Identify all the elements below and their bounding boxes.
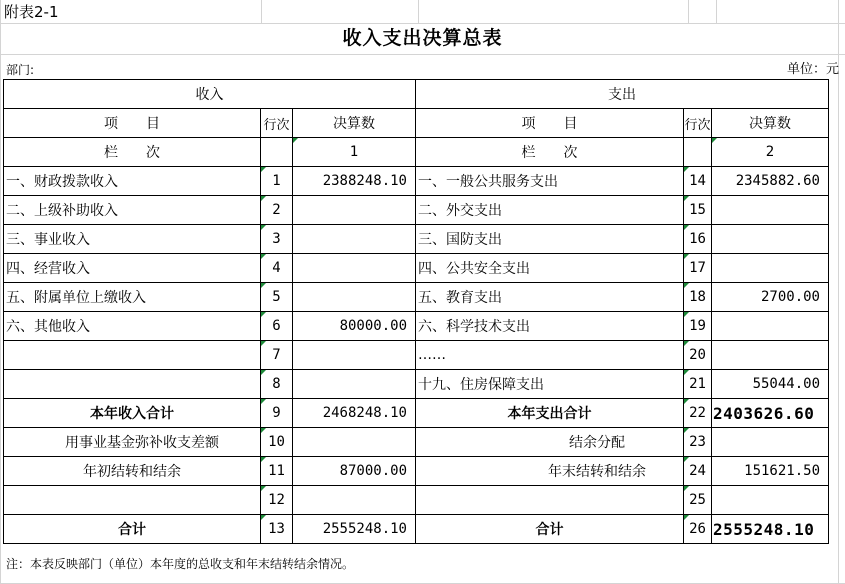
table-row: [4, 486, 829, 515]
expense-rowno-cell: 16: [684, 225, 712, 254]
expense-amount-cell: [712, 486, 829, 515]
expense-item-cell: 五、教育支出: [416, 283, 684, 312]
expense-amount-cell: 2345882.60: [712, 167, 829, 196]
gridline: [261, 0, 262, 24]
income-rowno-header: 行次: [261, 109, 293, 138]
income-column-number: 1: [293, 138, 416, 167]
income-rowno-cell: 6: [261, 312, 293, 341]
income-rowno-cell: 8: [261, 370, 293, 399]
income-item-cell: 二、上级补助收入: [4, 196, 261, 225]
table-row: [4, 428, 829, 457]
income-amount-cell: [293, 225, 416, 254]
table-row: [4, 312, 829, 341]
income-item-cell: 本年收入合计: [4, 399, 261, 428]
income-amount-cell: [293, 254, 416, 283]
gridline: [716, 0, 717, 24]
expense-item-cell: 三、国防支出: [416, 225, 684, 254]
table-row: [4, 254, 829, 283]
expense-amount-header: 决算数: [712, 109, 829, 138]
income-rowno-cell: 3: [261, 225, 293, 254]
expense-amount-cell: [712, 225, 829, 254]
expense-amount-cell: [712, 196, 829, 225]
income-amount-cell: [293, 370, 416, 399]
income-amount-cell: 2388248.10: [293, 167, 416, 196]
income-rowno-cell: 5: [261, 283, 293, 312]
income-amount-cell: [293, 486, 416, 515]
expense-item-cell: 二、外交支出: [416, 196, 684, 225]
income-rowno-cell: 7: [261, 341, 293, 370]
table-row: [4, 341, 829, 370]
gridline: [688, 0, 689, 24]
page-title: 收入支出决算总表: [342, 27, 503, 49]
income-rowno-cell: 10: [261, 428, 293, 457]
expense-column-label: 栏 次: [416, 138, 684, 167]
income-amount-cell: [293, 428, 416, 457]
table-body: [4, 167, 829, 544]
income-column-label: 栏 次: [4, 138, 261, 167]
expense-item-cell: [416, 486, 684, 515]
income-rowno-cell: 1: [261, 167, 293, 196]
income-item-header: 项 目: [4, 109, 261, 138]
expense-header: 支出: [416, 80, 829, 109]
column-header-row: [4, 109, 829, 138]
table-row: [4, 457, 829, 486]
income-rowno-cell: 4: [261, 254, 293, 283]
gridline: [0, 0, 1, 584]
income-item-cell: 合计: [4, 515, 261, 544]
unit-label: 单位：元: [786, 62, 839, 77]
expense-rowno-cell: 14: [684, 167, 712, 196]
expense-item-header: 项 目: [416, 109, 684, 138]
expense-item-cell: 六、科学技术支出: [416, 312, 684, 341]
expense-rowno-cell: 22: [684, 399, 712, 428]
gridline: [0, 23, 845, 24]
expense-rowno-cell: 21: [684, 370, 712, 399]
income-header: 收入: [4, 80, 416, 109]
expense-amount-cell: 151621.50: [712, 457, 829, 486]
income-amount-cell: 80000.00: [293, 312, 416, 341]
expense-amount-cell: 2555248.10: [712, 515, 829, 544]
table-row: [4, 399, 829, 428]
expense-rowno-empty: [684, 138, 712, 167]
table-row: [4, 167, 829, 196]
table-row: [4, 515, 829, 544]
expense-rowno-cell: 25: [684, 486, 712, 515]
column-number-row: [4, 138, 829, 167]
footnote: 注：本表反映部门（单位）本年度的总收支和年末结转结余情况。: [6, 557, 355, 571]
expense-rowno-cell: 19: [684, 312, 712, 341]
income-item-cell: [4, 370, 261, 399]
expense-rowno-cell: 26: [684, 515, 712, 544]
expense-item-cell: 一、一般公共服务支出: [416, 167, 684, 196]
expense-item-cell: 十九、住房保障支出: [416, 370, 684, 399]
income-amount-cell: 2468248.10: [293, 399, 416, 428]
expense-amount-cell: [712, 428, 829, 457]
table-row: [4, 196, 829, 225]
income-item-cell: 一、财政拨款收入: [4, 167, 261, 196]
expense-amount-cell: [712, 341, 829, 370]
income-amount-cell: [293, 341, 416, 370]
income-rowno-cell: 2: [261, 196, 293, 225]
table-row: [4, 370, 829, 399]
expense-amount-cell: 2403626.60: [712, 399, 829, 428]
income-amount-cell: [293, 283, 416, 312]
expense-rowno-cell: 20: [684, 341, 712, 370]
department-label: 部门:: [6, 63, 35, 77]
expense-rowno-cell: 18: [684, 283, 712, 312]
income-rowno-cell: 13: [261, 515, 293, 544]
expense-rowno-cell: 17: [684, 254, 712, 283]
expense-item-cell: 本年支出合计: [416, 399, 684, 428]
gridline: [0, 54, 845, 55]
expense-item-cell: 四、公共安全支出: [416, 254, 684, 283]
income-amount-header: 决算数: [293, 109, 416, 138]
expense-amount-cell: [712, 312, 829, 341]
income-amount-cell: 87000.00: [293, 457, 416, 486]
income-item-cell: 五、附属单位上缴收入: [4, 283, 261, 312]
expense-rowno-header: 行次: [684, 109, 712, 138]
income-item-cell: [4, 341, 261, 370]
expense-rowno-cell: 23: [684, 428, 712, 457]
summary-table: [3, 79, 829, 544]
gridline: [418, 0, 419, 24]
income-item-cell: 六、其他收入: [4, 312, 261, 341]
expense-amount-cell: 55044.00: [712, 370, 829, 399]
table-row: [4, 225, 829, 254]
income-rowno-cell: 11: [261, 457, 293, 486]
appendix-label: 附表2-1: [4, 3, 59, 21]
expense-amount-cell: [712, 254, 829, 283]
expense-amount-cell: 2700.00: [712, 283, 829, 312]
expense-item-cell: ……: [416, 341, 684, 370]
income-item-cell: 四、经营收入: [4, 254, 261, 283]
gridline: [838, 0, 839, 584]
income-amount-cell: [293, 196, 416, 225]
expense-item-cell: 年末结转和结余: [416, 457, 684, 486]
income-rowno-cell: 9: [261, 399, 293, 428]
income-item-cell: [4, 486, 261, 515]
section-header-row: [4, 80, 829, 109]
income-item-cell: 年初结转和结余: [4, 457, 261, 486]
income-item-cell: 三、事业收入: [4, 225, 261, 254]
expense-rowno-cell: 24: [684, 457, 712, 486]
expense-item-cell: 合计: [416, 515, 684, 544]
expense-column-number: 2: [712, 138, 829, 167]
income-rowno-cell: 12: [261, 486, 293, 515]
table-row: [4, 283, 829, 312]
income-item-cell: 用事业基金弥补收支差额: [4, 428, 261, 457]
expense-item-cell: 结余分配: [416, 428, 684, 457]
income-rowno-empty: [261, 138, 293, 167]
expense-rowno-cell: 15: [684, 196, 712, 225]
income-amount-cell: 2555248.10: [293, 515, 416, 544]
